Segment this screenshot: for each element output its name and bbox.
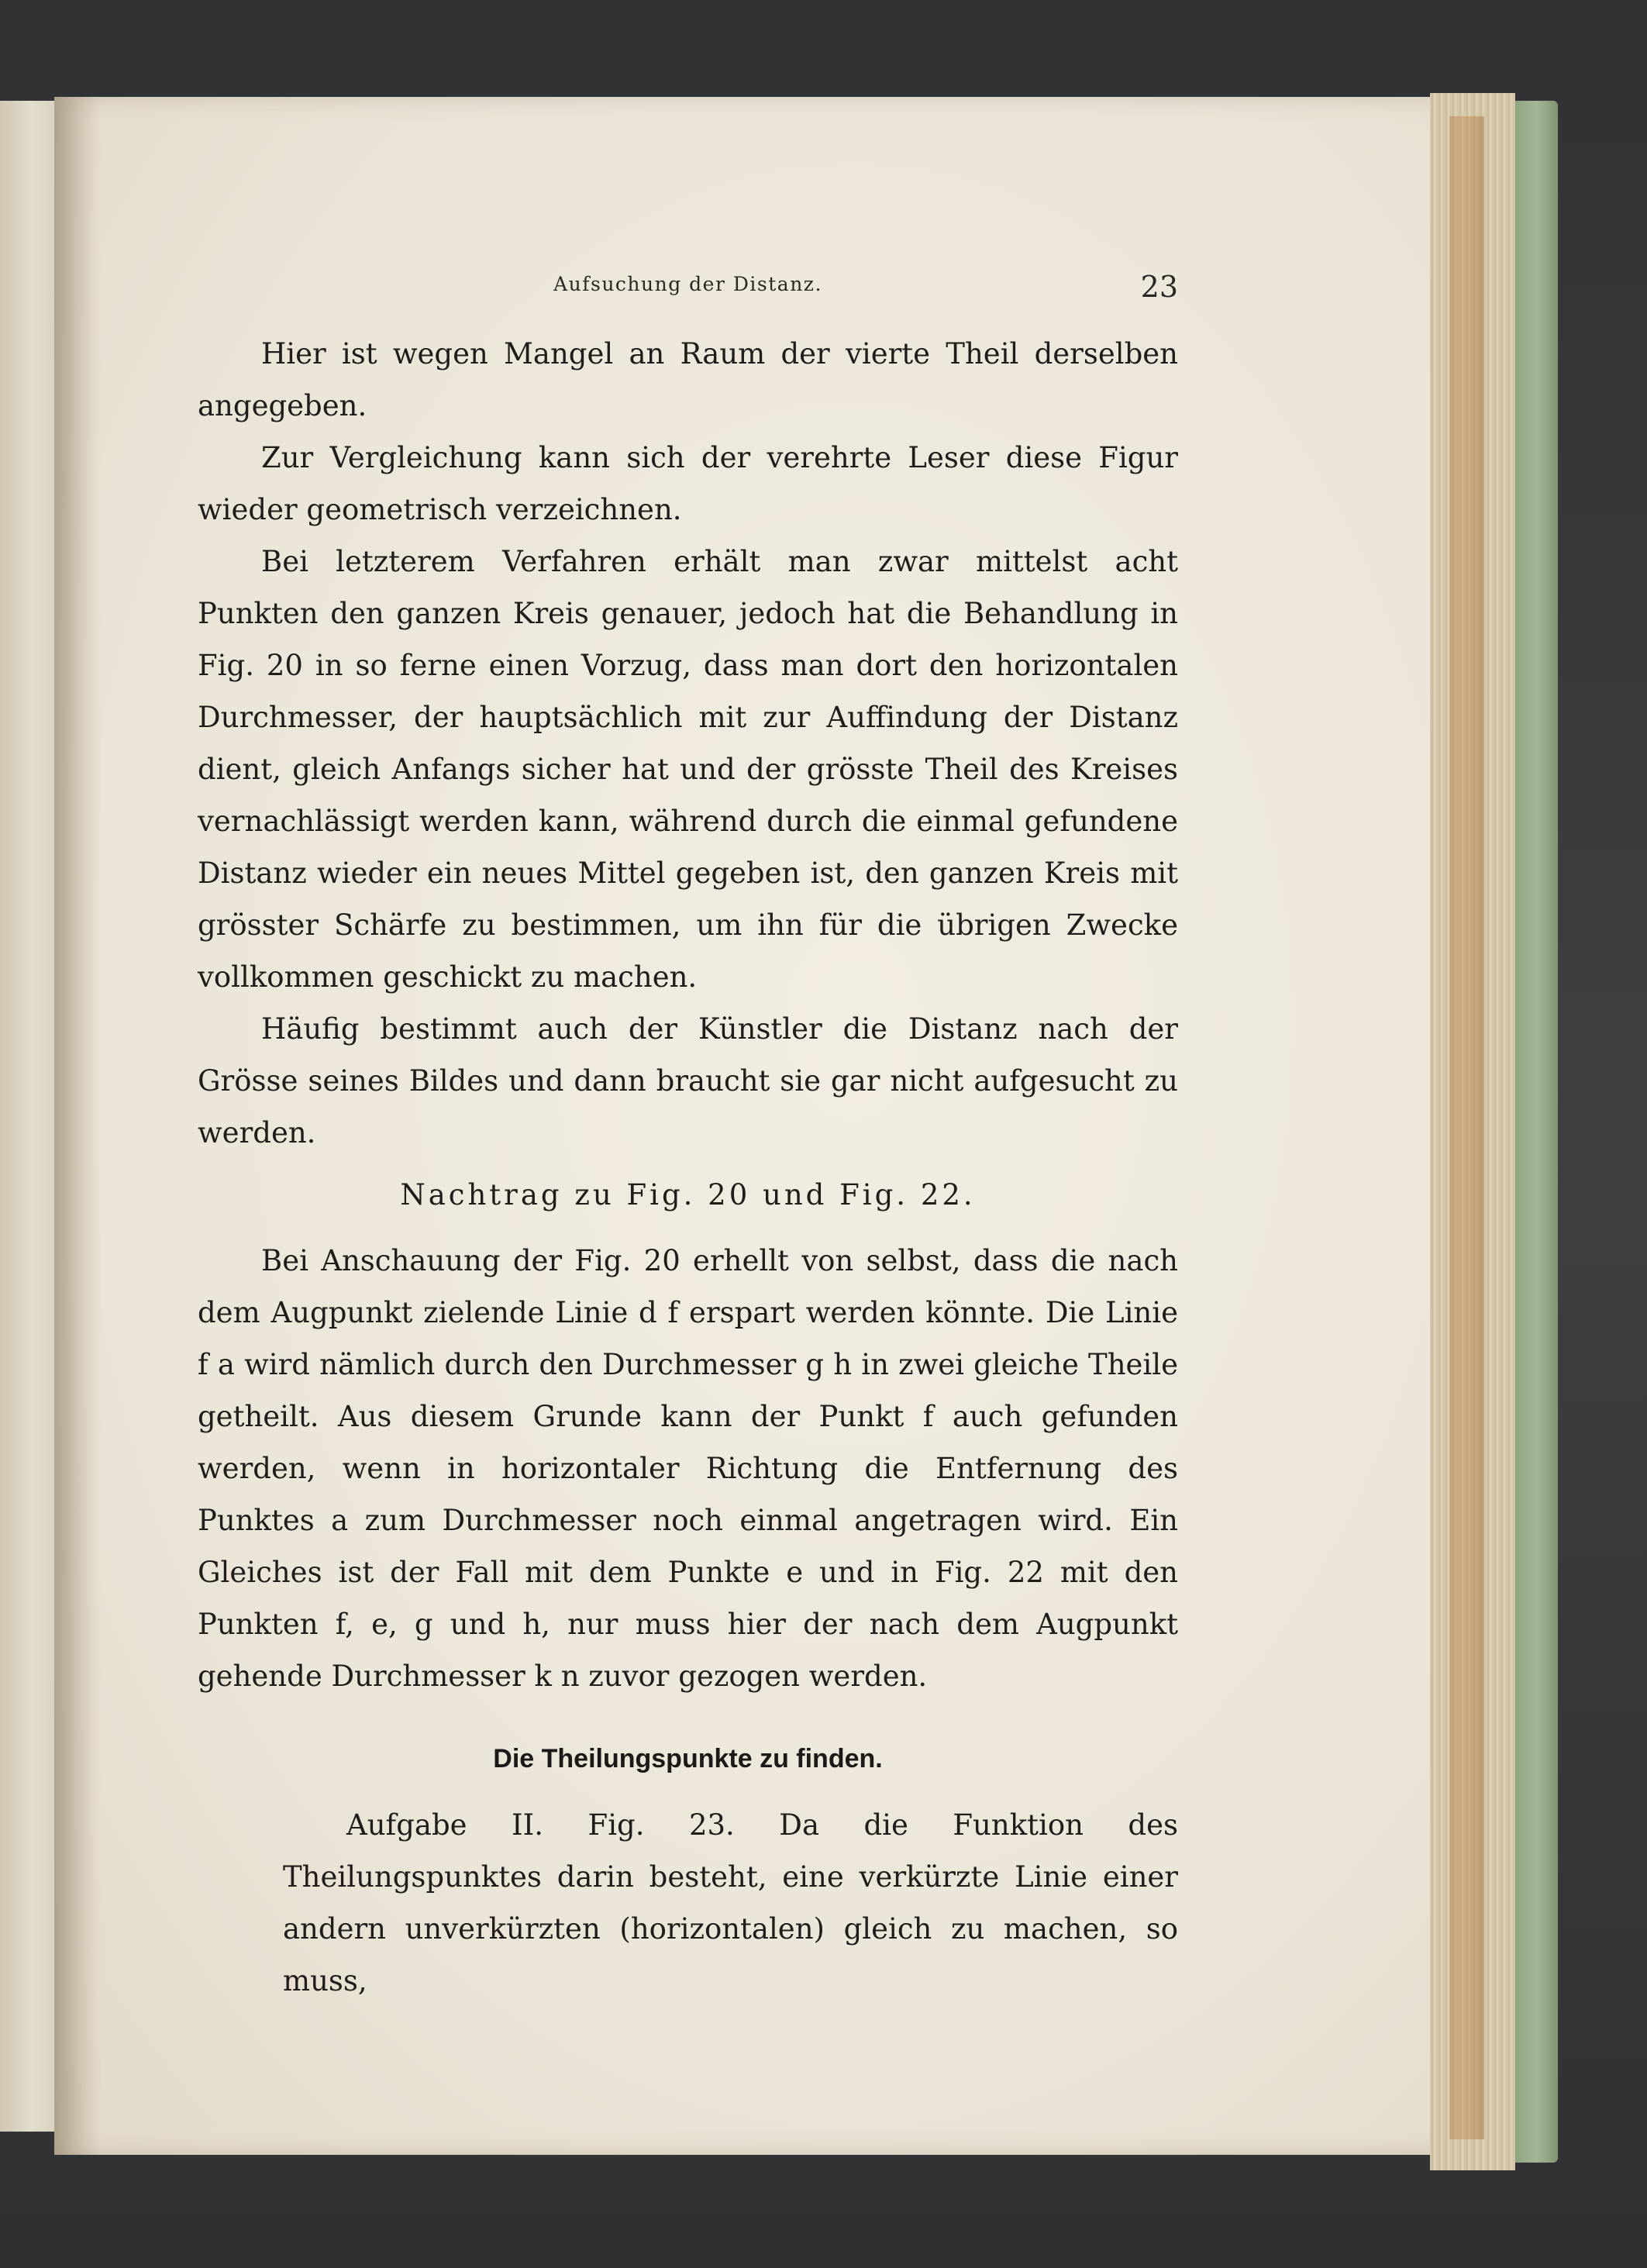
- text-block-aufgabe: [283, 1799, 1178, 2007]
- text-block-intro: [198, 328, 1178, 1159]
- text-block-nachtrag: [198, 1235, 1178, 1702]
- paragraph: Bei letzterem Verfahren erhält man zwar mittelst acht Punkten den ganzen Kreis genauer, jedoch hat die Behandlung in Fig. 20 in so ferne einen Vorzug, dass man dort den horizontalen Durchmesser, der hauptsächlich mit zur Auffindung der Distanz dient, gleich Anfangs sicher hat und der grösste Theil des Kreises vernachlässigt werden kann, während durch die einmal gefundene Distanz wieder ein neues Mittel gegeben ist, den ganzen Kreis mit grösster Schärfe zu bestimmen, um ihn für die übrigen Zwecke vollkommen geschickt zu machen.: [198, 545, 1178, 994]
- book-cover-edge: [1515, 101, 1558, 2163]
- section-title: Die Theilungspunkte zu finden.: [493, 1744, 883, 1773]
- running-title: Aufsuchung der Distanz.: [553, 273, 822, 295]
- subheading-nachtrag: Nachtrag zu Fig. 20 und Fig. 22.: [400, 1178, 976, 1212]
- page-stack-tint: [1449, 116, 1484, 2139]
- previous-page-edge: [0, 101, 58, 2132]
- paragraph: Zur Vergleichung kann sich der verehrte Leser diese Figur wieder geometrisch verzeichnen.: [198, 441, 1178, 526]
- gutter-shadow: [54, 97, 101, 2155]
- paragraph: Häufig bestimmt auch der Künstler die Distanz nach der Grösse seines Bildes und dann braucht sie gar nicht aufgesucht zu werden.: [198, 1012, 1178, 1150]
- paragraph: Hier ist wegen Mangel an Raum der vierte Theil derselben angegeben.: [198, 337, 1178, 422]
- page-number: 23: [1140, 270, 1178, 304]
- paragraph: Bei Anschauung der Fig. 20 erhellt von selbst, dass die nach dem Augpunkt zielende Linie d f erspart werden könnte. Die Linie f a wird nämlich durch den Durchmesser g h in zwei gleiche Theile getheilt. Aus diesem Grunde kann der Punkt f auch gefunden werden, wenn in horizontaler Richtung die Entfernung des Punktes a zum Durchmesser noch einmal angetragen wird. Ein Gleiches ist der Fall mit dem Punkte e und in Fig. 22 mit den Punkten f, e, g und h, nur muss hier der nach dem Augpunkt gehende Durchmesser k n zuvor gezogen werden.: [198, 1244, 1178, 1693]
- page-header: [198, 270, 1178, 304]
- paragraph: Aufgabe II. Fig. 23. Da die Funktion des Theilungspunktes darin besteht, eine verkürzte Linie einer andern unverkürzten (horizontalen) gleich zu machen, so muss,: [283, 1808, 1178, 1997]
